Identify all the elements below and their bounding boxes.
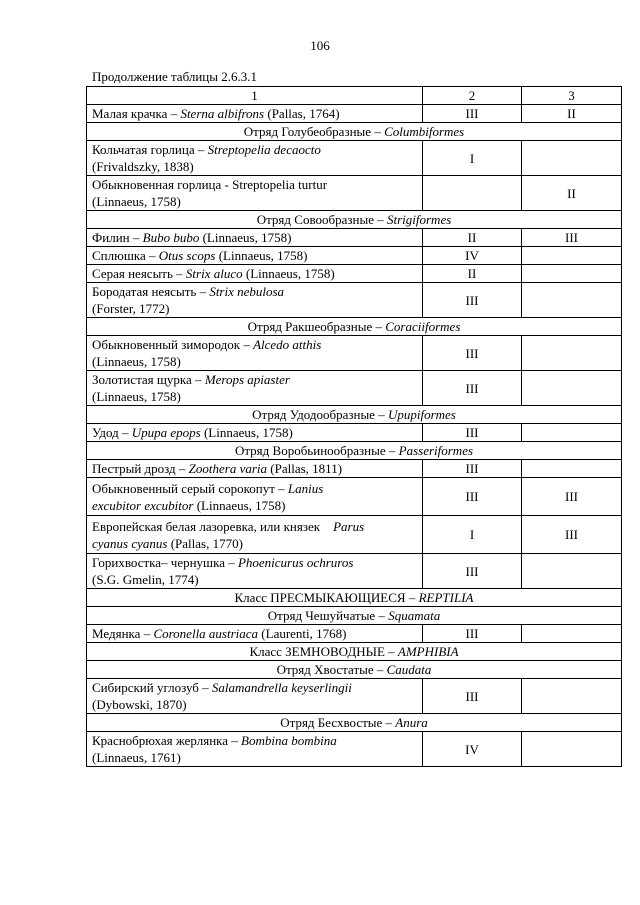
group-heading: Отряд Чешуйчатые – Squamata xyxy=(87,607,622,625)
status-cell: II xyxy=(423,229,522,247)
status-cell xyxy=(522,460,622,478)
group-heading: Отряд Голубеобразные – Columbiformes xyxy=(87,123,622,141)
status-cell: II xyxy=(522,176,622,211)
header-col-2: 2 xyxy=(423,87,522,105)
species-cell: Удод – Upupa epops (Linnaeus, 1758) xyxy=(87,424,423,442)
status-cell xyxy=(522,247,622,265)
status-cell: III xyxy=(423,478,522,516)
table-row xyxy=(87,265,622,283)
status-cell xyxy=(522,679,622,714)
status-cell: III xyxy=(423,371,522,406)
status-cell: III xyxy=(423,336,522,371)
status-cell xyxy=(522,265,622,283)
table-row xyxy=(87,732,622,767)
table-row xyxy=(87,283,622,318)
status-cell: III xyxy=(423,554,522,589)
table-row xyxy=(87,247,622,265)
group-heading: Отряд Хвостатые – Caudata xyxy=(87,661,622,679)
status-cell: I xyxy=(423,516,522,554)
status-cell: IV xyxy=(423,732,522,767)
status-cell xyxy=(522,283,622,318)
table-row xyxy=(87,554,622,589)
species-cell: Сплюшка – Otus scops (Linnaeus, 1758) xyxy=(87,247,423,265)
group-heading: Отряд Бесхвостые – Anura xyxy=(87,714,622,732)
status-cell xyxy=(522,424,622,442)
page-number: 106 xyxy=(310,38,330,53)
group-heading: Отряд Совообразные – Strigiformes xyxy=(87,211,622,229)
group-row xyxy=(87,318,622,336)
status-cell xyxy=(423,176,522,211)
status-cell xyxy=(522,732,622,767)
table-row xyxy=(87,105,622,123)
table-caption: Продолжение таблицы 2.6.3.1 xyxy=(92,69,257,84)
status-cell: II xyxy=(423,265,522,283)
table-row xyxy=(87,371,622,406)
status-cell: III xyxy=(423,283,522,318)
group-row xyxy=(87,406,622,424)
status-cell xyxy=(522,336,622,371)
status-cell: III xyxy=(423,424,522,442)
table-row xyxy=(87,516,622,554)
status-cell: III xyxy=(522,516,622,554)
species-cell: Серая неясыть – Strix aluco (Linnaeus, 1758) xyxy=(87,265,423,283)
group-heading: Класс ЗЕМНОВОДНЫЕ – AMPHIBIA xyxy=(87,643,622,661)
species-cell: Обыкновенная горлица - Streptopelia turtur (Linnaeus, 1758) xyxy=(87,176,423,211)
group-row xyxy=(87,211,622,229)
species-cell: Горихвостка– чернушка – Phoenicurus ochruros (S.G. Gmelin, 1774) xyxy=(87,554,423,589)
status-cell: III xyxy=(522,229,622,247)
table-row xyxy=(87,176,622,211)
species-cell: Обыкновенный серый сорокопут – Lanius excubitor excubitor (Linnaeus, 1758) xyxy=(87,478,423,516)
table-row xyxy=(87,336,622,371)
table-row xyxy=(87,141,622,176)
species-cell: Кольчатая горлица – Streptopelia decaocto (Frivaldszky, 1838) xyxy=(87,141,423,176)
table-row xyxy=(87,460,622,478)
group-row xyxy=(87,607,622,625)
status-cell: IV xyxy=(423,247,522,265)
status-cell xyxy=(522,371,622,406)
table-header-row xyxy=(87,87,622,105)
table-row xyxy=(87,229,622,247)
species-cell: Медянка – Coronella austriaca (Laurenti, 1768) xyxy=(87,625,423,643)
group-row xyxy=(87,643,622,661)
species-cell: Обыкновенный зимородок – Alcedo atthis (Linnaeus, 1758) xyxy=(87,336,423,371)
species-table xyxy=(86,86,622,767)
header-col-1: 1 xyxy=(87,87,423,105)
group-heading: Отряд Удодообразные – Upupiformes xyxy=(87,406,622,424)
species-cell: Краснобрюхая жерлянка – Bombina bombina (Linnaeus, 1761) xyxy=(87,732,423,767)
status-cell: III xyxy=(423,105,522,123)
species-cell: Пестрый дрозд – Zoothera varia (Pallas, 1811) xyxy=(87,460,423,478)
table-row xyxy=(87,478,622,516)
species-cell: Филин – Bubo bubo (Linnaeus, 1758) xyxy=(87,229,423,247)
status-cell: III xyxy=(522,478,622,516)
group-heading: Отряд Ракшеобразные – Coraciiformes xyxy=(87,318,622,336)
species-cell: Малая крачка – Sterna albifrons (Pallas, 1764) xyxy=(87,105,423,123)
header-col-3: 3 xyxy=(522,87,622,105)
status-cell xyxy=(522,554,622,589)
table-row xyxy=(87,625,622,643)
table-row xyxy=(87,679,622,714)
status-cell xyxy=(522,141,622,176)
group-heading: Класс ПРЕСМЫКАЮЩИЕСЯ – REPTILIA xyxy=(87,589,622,607)
group-heading: Отряд Воробьинообразные – Passeriformes xyxy=(87,442,622,460)
species-cell: Сибирский углозуб – Salamandrella keyserlingii (Dybowski, 1870) xyxy=(87,679,423,714)
group-row xyxy=(87,442,622,460)
group-row xyxy=(87,589,622,607)
species-cell: Золотистая щурка – Merops apiaster (Linnaeus, 1758) xyxy=(87,371,423,406)
species-cell: Европейская белая лазоревка, или князек Parus cyanus cyanus (Pallas, 1770) xyxy=(87,516,423,554)
status-cell: III xyxy=(423,679,522,714)
status-cell: III xyxy=(423,625,522,643)
status-cell xyxy=(522,625,622,643)
status-cell: I xyxy=(423,141,522,176)
group-row xyxy=(87,714,622,732)
status-cell: II xyxy=(522,105,622,123)
status-cell: III xyxy=(423,460,522,478)
species-cell: Бородатая неясыть – Strix nebulosa (Forster, 1772) xyxy=(87,283,423,318)
table-row xyxy=(87,424,622,442)
group-row xyxy=(87,661,622,679)
group-row xyxy=(87,123,622,141)
